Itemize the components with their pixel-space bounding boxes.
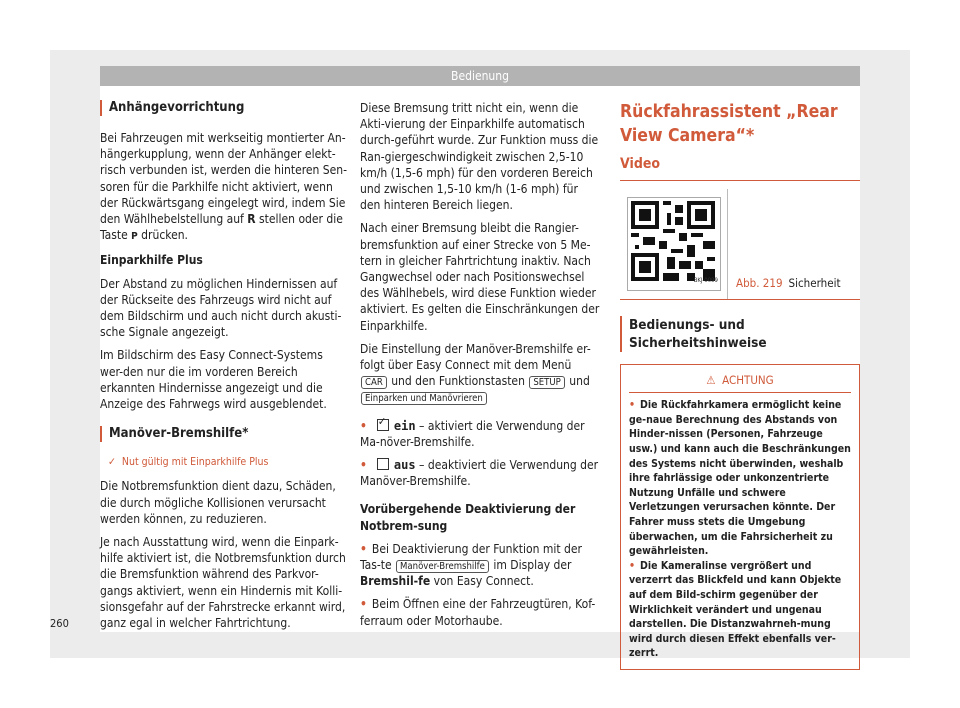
- paragraph: Nach einer Bremsung bleibt die Rangier-bremsfunktion auf einer Strecke von 5 Me-tern in gleicher Fahrtrichtung inaktiv. Nach Gangwechsel oder nach Positionswechsel des Wählhebels, wird diese Funktion wieder aktiviert. Es gelten die Einschränkungen der Einparkhilfe.: [360, 221, 600, 333]
- paragraph: Die Notbremsfunktion dient dazu, Schäden, die durch mögliche Kollisionen verursacht werden können, zu reduzieren.: [100, 479, 336, 526]
- list-item: • aus – deaktiviert die Verwendung der Manöver-Bremshilfe.: [360, 458, 599, 489]
- paragraph: Bei Fahrzeugen mit werkseitig montierter An-hängerkupplung, wenn der Anhänger elekt-risch verbunden ist, werden die hinteren Sen-soren für die Parkhilfe nicht aktiviert, wenn der Rückwärtsgang eingelegt wird, indem Sie den Wählhebelstellung auf R stellen oder die Taste P drücken.: [100, 131, 348, 243]
- paragraph: Im Bildschirm des Easy Connect-Systems wer-den nur die im vorderen Bereich erkannten Hindernisse angezeigt und die Anzeige des Fahrwegs wird ausgeblendet.: [100, 348, 327, 412]
- checkbox-unchecked-icon: [377, 458, 389, 470]
- section-heading-manoever-bremshilfe: Manöver-Bremshilfe*: [100, 426, 348, 442]
- warning-triangle-icon: ⚠: [706, 373, 716, 388]
- section-heading-anhaengevorrichtung: Anhängevorrichtung: [100, 100, 348, 116]
- list-item: • Beim Öffnen eine der Fahrzeugtüren, Kof-ferraum oder Motorhaube.: [360, 597, 596, 628]
- checkmark-icon: ✓: [108, 456, 116, 469]
- subheading-einparkhilfe-plus: Einparkhilfe Plus: [100, 253, 203, 268]
- validity-note: ✓ Nut gültig mit Einparkhilfe Plus: [108, 456, 269, 469]
- column-left: [100, 100, 348, 638]
- warning-item: • Die Rückfahrkamera ermöglicht keine ge-naue Berechnung des Abstands von Hinder-nissen (Personen, Fahrzeuge usw.) und kann auch die Beschränkungen des Systems nicht überwinden, weshalb ihre fahrlässige oder unkonzentrierte Nutzung Unfälle und schwere Verletzungen verursachen könnte. Der Fahrer muss stets die Umgebung überwachen, um die Fahrsicherheit zu gewährleisten.: [629, 399, 851, 558]
- chapter-subtitle: Video: [620, 156, 860, 181]
- warning-box: [620, 364, 860, 670]
- warning-item: • Die Kameralinse vergrößert und verzerrt das Blickfeld und kann Objekte auf dem Bild-schirm gegenüber der Wirklichkeit verändert und ungenau darstellen. Die Distanzwahrneh-mung wird durch diesen Effekt ebenfalls ver-zerrt.: [629, 559, 842, 660]
- section-heading-hinweise: Bedienungs- und Sicherheitshinweise: [620, 316, 860, 352]
- figure-caption: Abb. 219 Sicherheit: [736, 276, 841, 291]
- qr-label: BKJ-0099: [693, 277, 718, 284]
- manoever-bremshilfe-key: Manöver-Bremshilfe: [396, 560, 489, 573]
- figure-219: [620, 189, 860, 300]
- car-menu-key: CAR: [361, 376, 387, 389]
- warning-body: [621, 393, 859, 669]
- subheading-deaktivierung: Vorübergehende Deaktivierung der Notbrem-sung: [360, 502, 576, 533]
- list-item: • ✓ ein – aktiviert die Verwendung der Ma-növer-Bremshilfe.: [360, 414, 585, 449]
- paragraph: Der Abstand zu möglichen Hindernissen auf der Rückseite des Fahrzeugs wird nicht auf dem Bildschirm und auch nicht durch akusti-sche Signale angezeigt.: [100, 276, 342, 340]
- park-button-icon: P: [131, 231, 138, 243]
- checkbox-checked-icon: ✓: [377, 419, 389, 431]
- qr-code-icon: [631, 201, 715, 281]
- list-item: • Bei Deaktivierung der Funktion mit der Tas-te Manöver-Bremshilfe im Display der Bremshil-fe von Easy Connect.: [360, 541, 582, 589]
- page-header: Bedienung: [100, 66, 860, 86]
- qr-code[interactable]: [627, 197, 721, 291]
- chapter-title: Rückfahrassistent „Rear View Camera“*: [620, 102, 838, 146]
- paragraph: Je nach Ausstattung wird, wenn die Einpark-hilfe aktiviert ist, die Notbremsfunktion durch die Bremsfunktion während des Parkvor-gangs aktiviert, wenn ein Hindernis mit Kolli-sionsgefahr auf der Fahrstrecke erkannt wird, ganz egal in welcher Fahrtrichtung.: [100, 535, 346, 631]
- paragraph: Diese Bremsung tritt nicht ein, wenn die Akti-vierung der Einparkhilfe automatisch durch-geführt wurde. Zur Funktion muss die Ran-giergeschwindigkeit zwischen 2,5-10 km/h (1,5-6 mph) für den vorderen Bereich und zwischen 1,5-10 km/h (1-6 mph) für den hinteren Bereich liegen.: [360, 101, 599, 213]
- setup-key: SETUP: [529, 376, 564, 389]
- einparken-key: Einparken und Manövrieren: [361, 392, 487, 405]
- warning-header: ⚠ ACHTUNG: [629, 365, 851, 393]
- page-number: 260: [50, 617, 69, 630]
- divider: [727, 189, 728, 299]
- column-right: [620, 100, 860, 670]
- column-middle: [360, 100, 600, 636]
- paragraph: Die Einstellung der Manöver-Bremshilfe er-folgt über Easy Connect mit dem Menü CAR und den Funktionstasten SETUP und Einparken und Manövrieren: [360, 341, 591, 405]
